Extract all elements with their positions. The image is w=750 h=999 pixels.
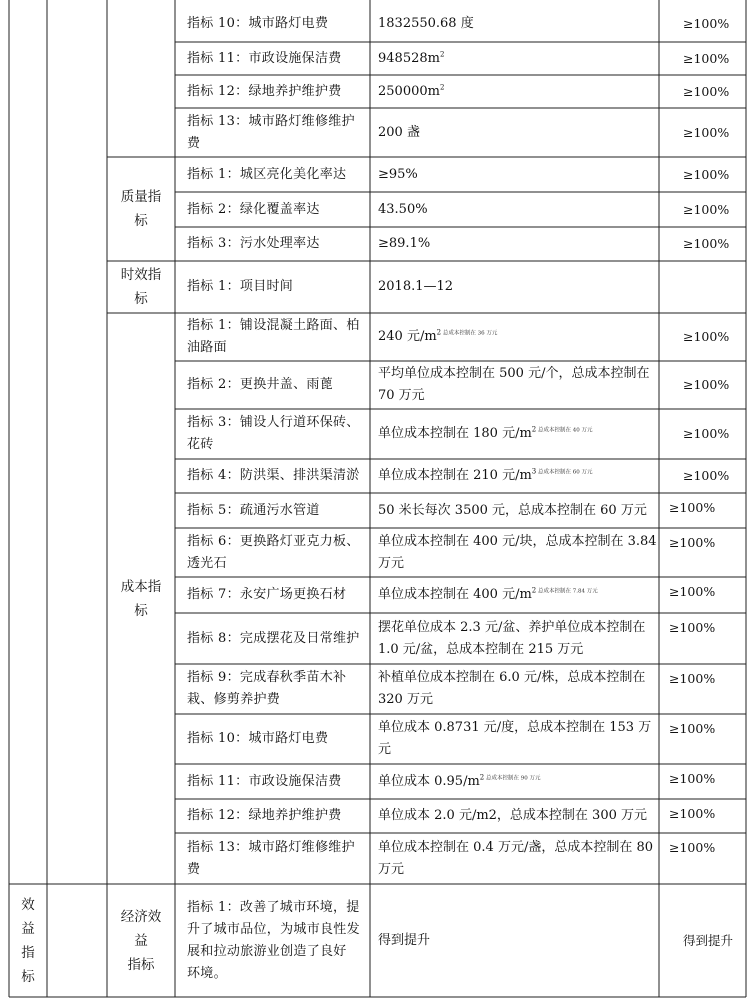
value-text: 单位成本控制在 400 元/块，总成本控制在 3.84 万元 [378,533,657,571]
indicator-value-cell [378,465,657,487]
value-text: 摆花单位成本 2.3 元/盆、养护单位成本控制在 1.0 元/盆，总成本控制在 215 万元 [378,619,646,657]
indicator-value-cell [378,617,657,661]
unit-superscript: 2 [479,773,485,782]
group-label-cell: 经济效 益 指标 [120,908,162,973]
indicator-name-cell: 指标 5：疏通污水管道 [187,502,320,518]
target-value-cell: ≥100% [683,236,730,251]
target-value-cell: ≥100% [669,840,716,855]
indicator-value-cell [378,584,657,606]
indicator-value-cell [378,81,657,103]
indicator-value-cell [378,930,657,952]
value-text: 单位成本 2.0 元/m2，总成本控制在 300 万元 [378,808,647,823]
target-value-cell: ≥100% [669,806,716,821]
indicator-name-cell: 指标 1：改善了城市环境，提 升了城市品位，为城市良性发 展和拉动旅游业创造了良好 环境。 [187,899,360,981]
unit-superscript: 2 [439,50,445,59]
indicator-name-cell: 指标 8：完成摆花及日常维护 [187,630,360,646]
target-value-cell: ≥100% [669,620,716,635]
indicator-value-cell [378,164,657,186]
unit-superscript: 2 [531,586,537,595]
indicator-value-cell [378,500,657,522]
target-value-cell: ≥100% [669,771,716,786]
indicator-value-cell [378,199,657,221]
indicator-value-cell [378,837,657,881]
indicator-name-cell: 指标 12：绿地养护维护费 [187,83,342,99]
indicator-value-cell [378,423,657,445]
indicator-value-cell [378,122,657,144]
indicator-value-cell [378,771,657,793]
value-text: 43.50% [378,201,428,217]
value-text: 单位成本控制在 210 元/m [378,468,532,483]
value-text: 补植单位成本控制在 6.0 元/株，总成本控制在 320 万元 [378,670,646,707]
target-value-cell: ≥100% [669,535,716,550]
indicator-name-cell: 指标 11：市政设施保洁费 [187,773,342,789]
indicator-value-cell [378,805,657,827]
target-value-cell: ≥100% [683,15,730,31]
group-label-cell: 时效指 标 [120,267,162,307]
indicator-name-cell: 指标 10：城市路灯电费 [187,731,329,746]
target-value-cell: ≥100% [683,468,730,483]
group-label-cell: 质量指 标 [120,189,162,229]
value-text: 250000m [378,83,440,99]
value-text: 单位成本控制在 180 元/m [378,426,532,441]
value-text: ≥89.1% [378,236,431,251]
total-cost-note-text: 总成本控制在 90 万元 [486,775,541,782]
indicator-name-cell: 指标 7：永安广场更换石材 [187,587,347,602]
value-text: 240 元/m [378,329,437,344]
value-text: ≥95% [378,166,418,182]
target-value-cell: ≥100% [669,721,716,736]
value-text: 单位成本控制在 400 元/m [378,587,532,602]
target-value-cell: ≥100% [683,166,730,182]
unit-superscript: 2 [531,425,537,434]
indicator-value-cell [378,48,657,70]
target-value-cell: ≥100% [683,83,730,99]
indicator-name-cell: 指标 1：城区亮化美化率达 [187,166,347,182]
value-text: 50 米长每次 3500 元，总成本控制在 60 万元 [378,502,647,518]
indicator-value-cell [378,326,657,348]
indicator-name-cell: 指标 4：防洪渠、排洪渠清淤 [187,468,360,483]
value-text: 1832550.68 度 [378,15,474,31]
indicator-name-cell: 指标 2：绿化覆盖率达 [187,201,320,217]
target-value-cell: ≥100% [669,671,716,686]
target-value-cell: ≥100% [683,124,730,140]
indicator-value-cell [378,717,657,761]
indicator-value-cell [378,276,657,298]
unit-superscript: 3 [531,467,537,476]
indicator-name-cell: 指标 13：城市路灯维修维护 费 [187,839,355,877]
target-value-cell: ≥100% [669,584,716,599]
category-label-cell: 效 益 指 标 [21,896,35,985]
indicator-name-cell: 指标 9：完成春秋季苗木补 栽、修剪养护费 [187,670,347,707]
indicator-name-cell: 指标 1：铺设混凝土路面、柏 油路面 [187,318,360,355]
unit-superscript: 2 [439,83,445,92]
value-text: 2018.1—12 [378,279,454,294]
value-text: 单位成本控制在 0.4 万元/盏，总成本控制在 80 万元 [378,839,653,877]
target-value-cell: ≥100% [683,329,730,344]
indicator-value-cell [378,531,657,575]
target-value-cell: ≥100% [683,50,730,66]
indicator-name-cell: 指标 2：更换井盖、雨蓖 [187,377,334,392]
value-text: 平均单位成本控制在 500 元/个，总成本控制在 70 万元 [378,366,650,403]
indicator-value-cell [378,13,657,35]
indicator-name-cell: 指标 6：更换路灯亚克力板、 透光石 [187,533,360,571]
indicator-name-cell: 指标 10：城市路灯电费 [187,15,329,31]
value-text: 单位成本 0.8731 元/度，总成本控制在 153 万 元 [378,720,652,757]
target-value-cell: ≥100% [683,201,730,217]
unit-superscript: 2 [436,328,442,337]
value-text: 200 盏 [378,124,420,140]
indicator-name-cell: 指标 3：污水处理率达 [187,236,320,251]
indicator-name-cell: 指标 3：铺设人行道环保砖、 花砖 [187,415,360,452]
group-label-cell: 成本指 标 [120,578,162,619]
indicator-name-cell: 指标 13：城市路灯维修维护 费 [187,113,355,151]
value-text: 得到提升 [378,932,431,948]
value-text: 单位成本 0.95/m [378,773,480,789]
indicator-value-cell [378,667,657,711]
total-cost-note-text: 总成本控制在 36 万元 [442,330,498,337]
indicator-name-cell: 指标 11：市政设施保洁费 [187,50,342,66]
total-cost-note-text: 总成本控制在 40 万元 [538,427,593,434]
total-cost-note-text: 总成本控制在 60 万元 [538,469,593,476]
value-text: 948528m [378,50,440,66]
indicator-value-cell [378,363,657,407]
target-value-cell: ≥100% [669,500,716,515]
target-value-cell: 得到提升 [683,932,734,948]
indicator-value-cell [378,233,657,255]
target-value-cell: ≥100% [683,377,730,392]
total-cost-note-text: 总成本控制在 7.84 万元 [538,588,598,595]
indicator-name-cell: 指标 1：项目时间 [187,279,294,294]
target-value-cell: ≥100% [683,426,730,441]
indicator-name-cell: 指标 12：绿地养护维护费 [187,808,342,823]
